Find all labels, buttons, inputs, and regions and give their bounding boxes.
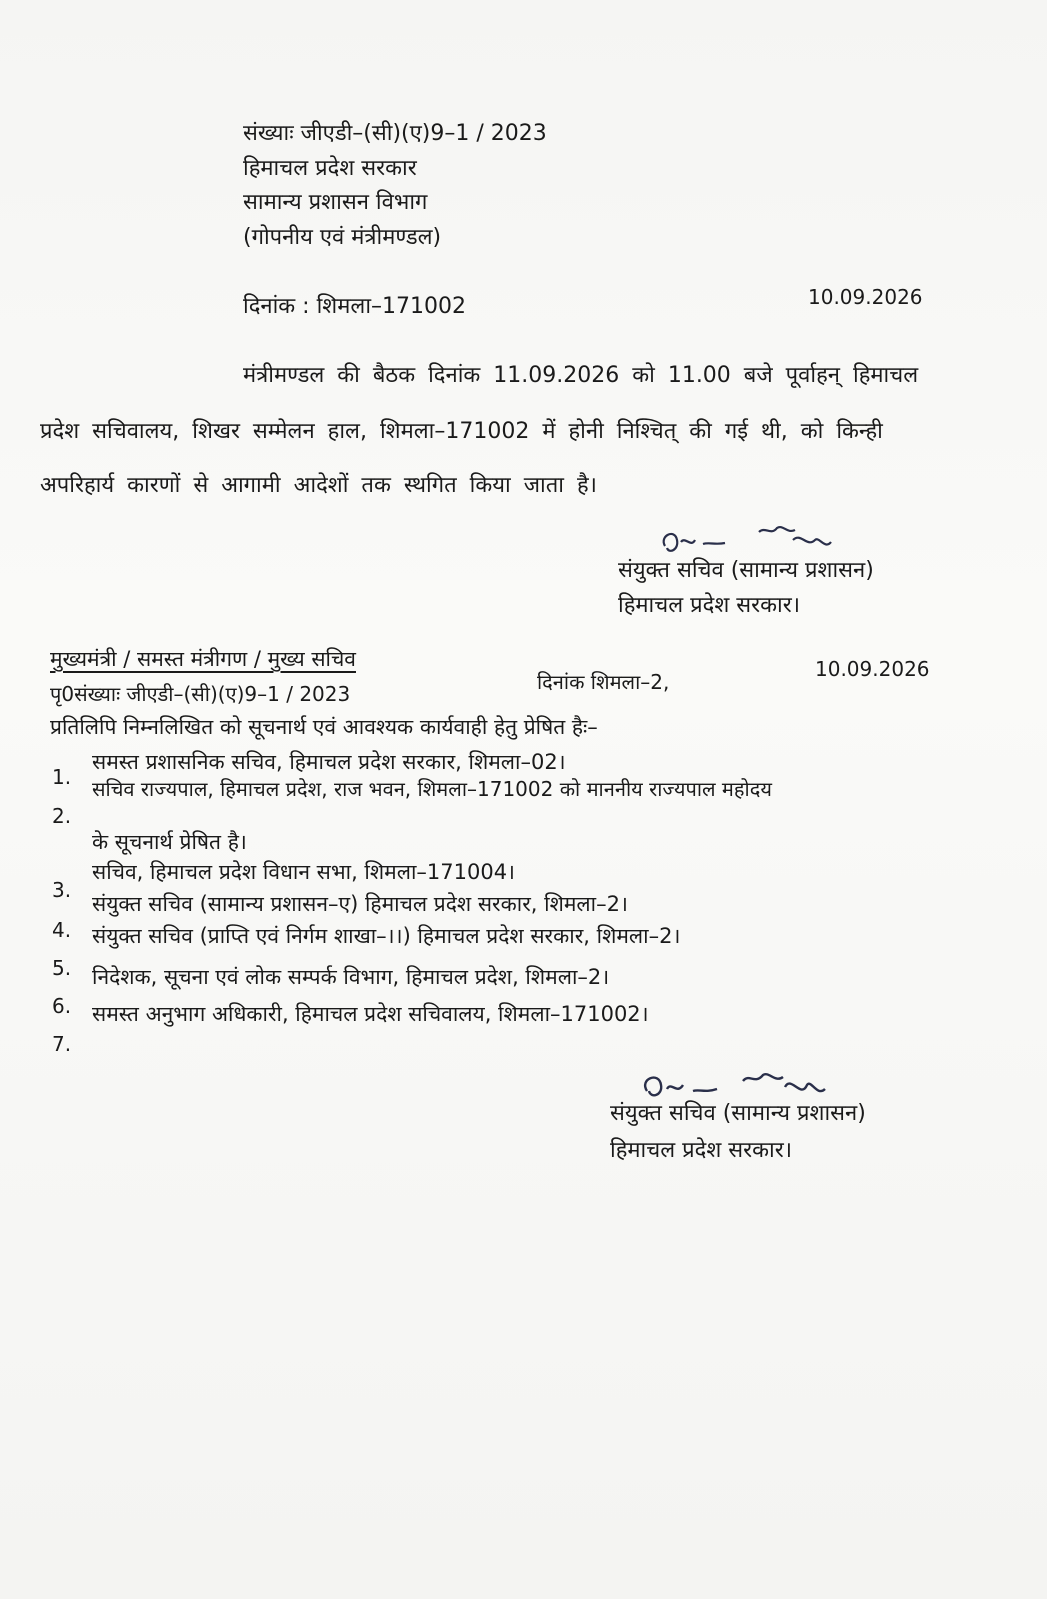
dateline-date: 10.09.2026 (808, 285, 923, 309)
list-item: समस्त अनुभाग अधिकारी, हिमाचल प्रदेश सचिवालय, शिमला–171002। (92, 1002, 649, 1026)
department-name: सामान्य प्रशासन विभाग (243, 190, 428, 215)
list-number: 7. (52, 1032, 72, 1056)
distribution-intro: प्रतिलिपि निम्नलिखित को सूचनार्थ एवं आवश्यक कार्यवाही हेतु प्रेषित हैः– (50, 715, 598, 739)
list-item: सचिव, हिमाचल प्रदेश विधान सभा, शिमला–171004। (92, 860, 516, 884)
list-item: सचिव राज्यपाल, हिमाचल प्रदेश, राज भवन, शिमला–171002 को माननीय राज्यपाल महोदय (92, 777, 772, 801)
signature1-govt: हिमाचल प्रदेश सरकार। (618, 593, 801, 618)
signature2-designation: संयुक्त सचिव (सामान्य प्रशासन) (610, 1101, 866, 1126)
list-item-continuation: के सूचनार्थ प्रेषित है। (92, 830, 247, 854)
list-item: समस्त प्रशासनिक सचिव, हिमाचल प्रदेश सरकार, शिमला–02। (92, 750, 566, 774)
list-number: 4. (52, 918, 72, 942)
recipients-line: मुख्यमंत्री / समस्त मंत्रीगण / मुख्य सचिव (50, 647, 356, 671)
file-number: संख्याः जीएडी–(सी)(ए)9–1 / 2023 (243, 121, 547, 146)
dateline-place: दिनांक : शिमला–171002 (243, 294, 466, 319)
signature2-govt: हिमाचल प्रदेश सरकार। (610, 1138, 793, 1163)
body-line-1: मंत्रीमण्डल की बैठक दिनांक 11.09.2026 को 11.00 बजे पूर्वाहन् हिमाचल (243, 363, 919, 388)
section-name: (गोपनीय एवं मंत्रीमण्डल) (243, 225, 442, 250)
body-line-2: प्रदेश सचिवालय, शिखर सम्मेलन हाल, शिमला–171002 में होनी निश्चित् की गई थी, को किन्ही (40, 419, 883, 444)
endorsement-date: 10.09.2026 (815, 657, 930, 681)
list-item: संयुक्त सचिव (प्राप्ति एवं निर्गम शाखा–।।) हिमाचल प्रदेश सरकार, शिमला–2। (92, 924, 681, 948)
list-number: 3. (52, 878, 72, 902)
list-number: 2. (52, 804, 72, 828)
list-item: निदेशक, सूचना एवं लोक सम्पर्क विभाग, हिमाचल प्रदेश, शिमला–2। (92, 965, 610, 989)
signature1-designation: संयुक्त सचिव (सामान्य प्रशासन) (618, 558, 874, 583)
list-number: 1. (52, 765, 72, 789)
list-number: 6. (52, 994, 72, 1018)
list-item: संयुक्त सचिव (सामान्य प्रशासन–ए) हिमाचल प्रदेश सरकार, शिमला–2। (92, 892, 628, 916)
body-line-3: अपरिहार्य कारणों से आगामी आदेशों तक स्थगित किया जाता है। (40, 473, 597, 498)
endorsement-number: पृ0संख्याः जीएडी–(सी)(ए)9–1 / 2023 (50, 682, 351, 706)
list-number: 5. (52, 956, 72, 980)
endorsement-place: दिनांक शिमला–2, (537, 670, 670, 694)
government-name: हिमाचल प्रदेश सरकार (243, 156, 417, 181)
